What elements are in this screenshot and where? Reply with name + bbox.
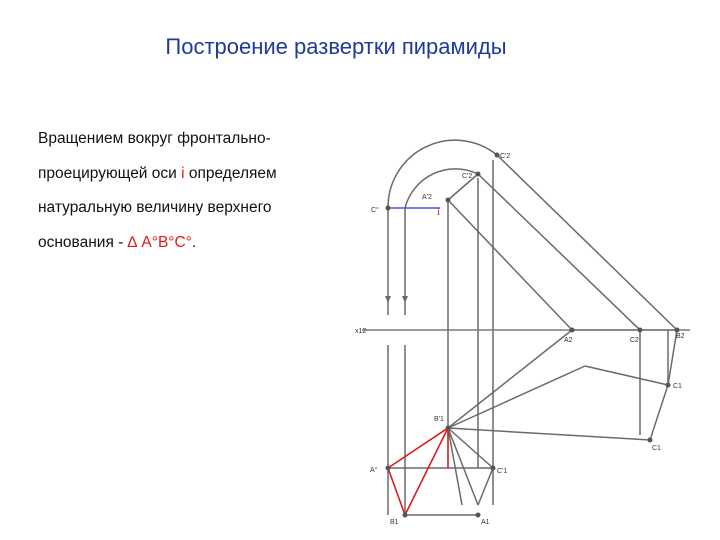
label-b1: B'1 bbox=[434, 416, 444, 423]
label-a2-low: A2 bbox=[564, 337, 573, 344]
point-c1 bbox=[491, 466, 496, 471]
slide-title: Построение развертки пирамиды bbox=[165, 34, 507, 59]
lower-base-edge bbox=[478, 468, 493, 505]
middle-base-outline bbox=[448, 330, 677, 440]
description-line-3: натуральную величину верхнего bbox=[38, 199, 272, 216]
label-b1-low: B1 bbox=[390, 519, 399, 526]
point-c1-right bbox=[666, 383, 671, 388]
point-a1-low bbox=[476, 513, 481, 518]
label-c1-right: C1 bbox=[673, 383, 682, 390]
line-4-start: основания - bbox=[38, 233, 128, 251]
label-c2-mid: C'2 bbox=[462, 173, 473, 180]
label-c1: C'1 bbox=[497, 468, 508, 475]
line-4-end: . bbox=[191, 233, 197, 251]
line-2-end: определяем bbox=[184, 164, 277, 182]
edge-top-a bbox=[448, 200, 572, 330]
label-b2-low: B2 bbox=[676, 333, 685, 340]
label-x12: x12 bbox=[355, 328, 367, 335]
axis-name: i bbox=[181, 164, 185, 182]
point-b1 bbox=[446, 426, 451, 431]
point-a1 bbox=[386, 466, 391, 471]
point-c2-top bbox=[495, 153, 500, 158]
label-c0: C° bbox=[371, 207, 379, 214]
edge-top-outer bbox=[497, 155, 677, 330]
lower-edge-2 bbox=[448, 428, 478, 505]
red-triangle-natural-size bbox=[388, 428, 448, 515]
arrow-outer bbox=[385, 296, 391, 303]
label-a2: A'2 bbox=[422, 194, 432, 201]
line-2-start: проецирующей оси bbox=[38, 164, 182, 182]
point-a2-low bbox=[570, 328, 575, 333]
point-a2 bbox=[446, 198, 451, 203]
point-c1-low bbox=[648, 438, 653, 443]
point-c2-low bbox=[638, 328, 643, 333]
edge-top-inner bbox=[478, 174, 640, 330]
middle-base-edge bbox=[448, 366, 585, 428]
point-c0 bbox=[386, 206, 391, 211]
label-a1-low: A1 bbox=[481, 519, 490, 526]
arrow-inner bbox=[402, 296, 408, 303]
triangle-notation: ∆ А°В°С° bbox=[127, 233, 192, 251]
point-b2-low bbox=[675, 328, 680, 333]
label-c2-top: C'2 bbox=[500, 153, 511, 160]
point-c2-mid bbox=[476, 172, 481, 177]
axis-label-i: i bbox=[437, 206, 441, 218]
label-c1-low: C1 bbox=[652, 445, 661, 452]
description-line-1: Вращением вокруг фронтально- bbox=[38, 130, 271, 147]
point-b1-low bbox=[403, 513, 408, 518]
middle-base-diagonal bbox=[585, 366, 668, 385]
outer-rotation-arc bbox=[388, 140, 497, 208]
label-c2-low: C2 bbox=[630, 337, 639, 344]
label-a1: A° bbox=[370, 467, 378, 474]
